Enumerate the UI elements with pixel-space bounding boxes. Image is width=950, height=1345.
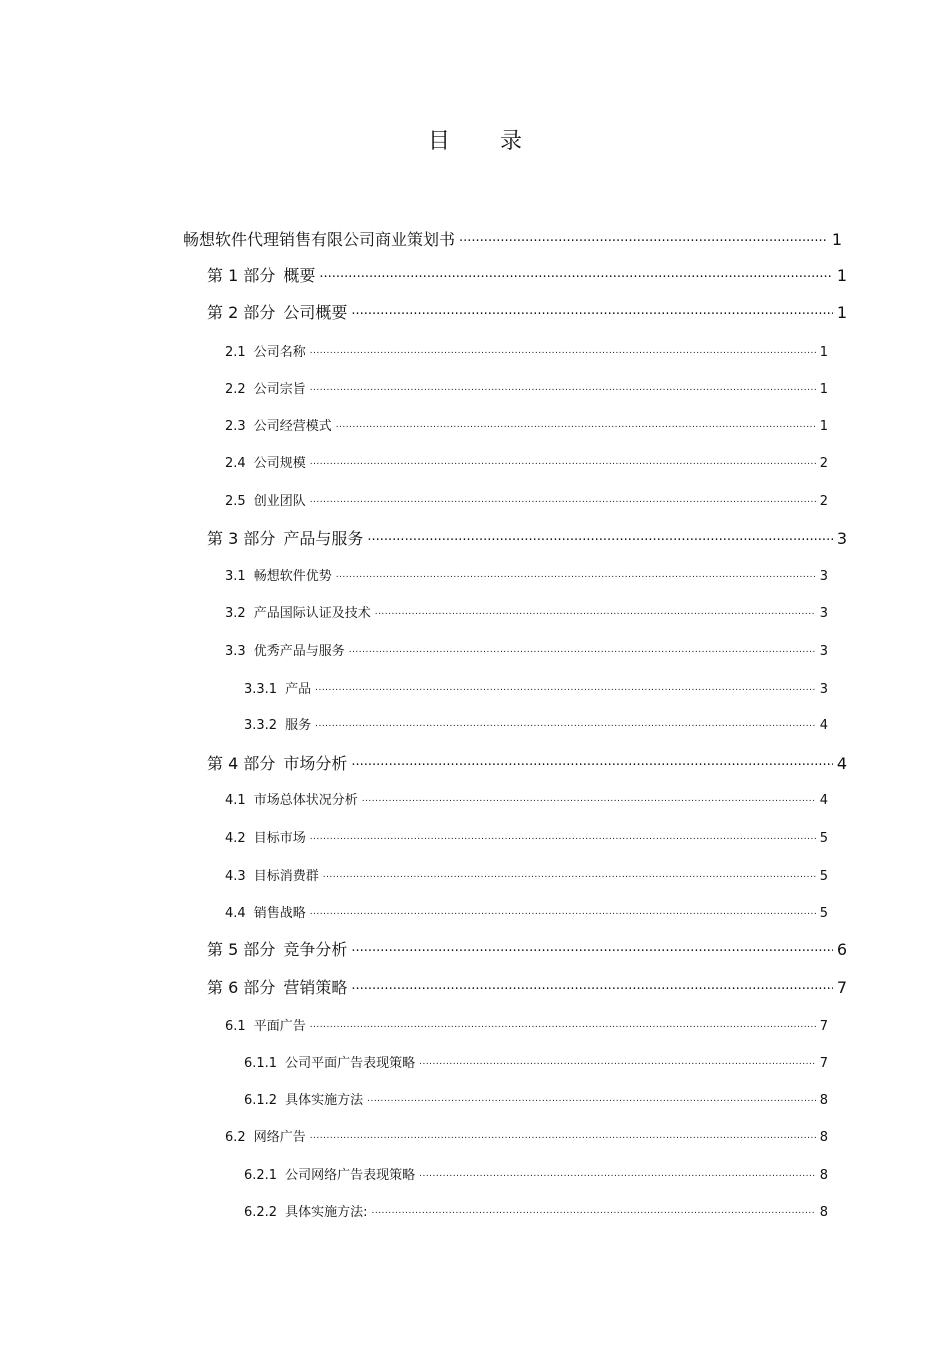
toc-entry-label: 销售战略 [253, 906, 306, 921]
toc-entry-leader-dots [459, 229, 828, 245]
toc-entry-number: 3.3.2 [244, 718, 278, 733]
toc-entry-page-number: 1 [819, 419, 828, 434]
toc-entry-number: 6.2.1 [244, 1168, 278, 1183]
toc-entry-label: 公司平面广告表现策略 [285, 1056, 416, 1071]
toc-entry-number: 6.1.1 [244, 1056, 278, 1071]
toc-entry-leader-dots [323, 867, 816, 880]
toc-entry-page-number: 8 [819, 1130, 828, 1145]
toc-entry-page-number: 3 [836, 529, 847, 548]
toc-entry-leader-dots [310, 454, 816, 467]
toc-entry-page-number: 4 [819, 718, 828, 733]
toc-entry[interactable] [225, 865, 828, 884]
toc-entry[interactable] [244, 678, 828, 697]
toc-entry-number: 6.2.2 [244, 1205, 278, 1220]
toc-entry-leader-dots [419, 1054, 816, 1067]
toc-entry-leader-dots [315, 680, 816, 693]
toc-entry-number: 3.3 [225, 644, 246, 659]
toc-entry[interactable] [207, 526, 847, 549]
toc-entry-number: 6.2 [225, 1130, 246, 1145]
toc-entry-leader-dots [310, 1017, 816, 1030]
toc-entry-leader-dots [310, 904, 816, 917]
toc-entry-label: 服务 [285, 718, 312, 733]
toc-entry[interactable] [225, 415, 828, 434]
toc-entry-page-number: 7 [819, 1056, 828, 1071]
toc-entry-leader-dots [310, 380, 816, 393]
toc-entry-page-number: 4 [836, 754, 847, 773]
toc-entry-number: 3.1 [225, 569, 246, 584]
toc-entry-page-number: 3 [819, 682, 828, 697]
toc-entry-label: 产品 [285, 682, 312, 697]
toc-entry-leader-dots [351, 753, 832, 769]
toc-entry-number: 2.4 [225, 456, 246, 471]
toc-entry-page-number: 3 [819, 569, 828, 584]
toc-entry-page-number: 1 [819, 382, 828, 397]
toc-entry-leader-dots [310, 343, 816, 356]
toc-entry[interactable] [244, 1164, 828, 1183]
toc-entry-number: 4.1 [225, 793, 246, 808]
toc-entry-label: 公司经营模式 [253, 419, 332, 434]
toc-entry-page-number: 5 [819, 906, 828, 921]
toc-entry-label: 畅想软件优势 [253, 569, 332, 584]
toc-title [0, 124, 950, 155]
toc-entry-leader-dots [375, 604, 816, 617]
toc-entry-label: 公司名称 [253, 345, 306, 360]
toc-entry[interactable] [244, 714, 828, 733]
toc-entry[interactable] [225, 602, 828, 621]
toc-entry-label: 目标市场 [253, 831, 306, 846]
toc-entry-number: 4.2 [225, 831, 246, 846]
toc-entry-page-number: 1 [819, 345, 828, 360]
toc-entry-number: 第 4 部分 [207, 754, 276, 773]
toc-entry-label: 市场分析 [283, 754, 348, 773]
toc-entry-page-number: 7 [836, 978, 847, 997]
toc-entry[interactable] [244, 1201, 828, 1220]
toc-entry-page-number: 6 [836, 940, 847, 959]
toc-entry-number: 6.1 [225, 1019, 246, 1034]
toc-entry[interactable] [225, 640, 828, 659]
toc-entry-number: 4.4 [225, 906, 246, 921]
toc-entry-label: 产品国际认证及技术 [253, 606, 371, 621]
toc-entry[interactable] [225, 565, 828, 584]
toc-entry-number: 2.1 [225, 345, 246, 360]
toc-entry-page-number: 1 [836, 266, 847, 285]
toc-entry-leader-dots [367, 1091, 816, 1104]
toc-entry-number: 第 2 部分 [207, 303, 276, 322]
toc-entry-page-number: 3 [819, 644, 828, 659]
toc-entry-page-number: 8 [819, 1093, 828, 1108]
toc-entry-number: 2.5 [225, 494, 246, 509]
toc-entry-page-number: 3 [819, 606, 828, 621]
toc-entry-page-number: 5 [819, 831, 828, 846]
toc-entry[interactable] [207, 263, 847, 286]
toc-entry[interactable] [225, 789, 828, 808]
toc-entry-label: 平面广告 [253, 1019, 306, 1034]
toc-entry-leader-dots [371, 1203, 815, 1216]
toc-entry[interactable] [225, 1126, 828, 1145]
toc-entry-leader-dots [362, 791, 816, 804]
toc-entry-page-number: 8 [819, 1205, 828, 1220]
toc-entry[interactable] [225, 1015, 828, 1034]
toc-entry-leader-dots [319, 265, 832, 281]
toc-entry[interactable] [225, 902, 828, 921]
toc-entry-page-number: 1 [831, 230, 842, 249]
toc-entry[interactable] [225, 490, 828, 509]
toc-entry-page-number: 7 [819, 1019, 828, 1034]
toc-entry[interactable] [244, 1089, 828, 1108]
toc-entry-label: 具体实施方法: [285, 1205, 368, 1220]
toc-entry-number: 4.3 [225, 869, 246, 884]
toc-entry-page-number: 2 [819, 456, 828, 471]
toc-entry[interactable] [207, 300, 847, 323]
toc-entry-leader-dots [336, 567, 816, 580]
toc-entry-page-number: 2 [819, 494, 828, 509]
toc-entry[interactable] [183, 227, 842, 250]
toc-entry[interactable] [225, 827, 828, 846]
toc-entry-leader-dots [367, 528, 832, 544]
toc-entry-label: 公司宗旨 [253, 382, 306, 397]
toc-entry-page-number: 5 [819, 869, 828, 884]
toc-entry-label: 产品与服务 [283, 529, 364, 548]
toc-title-char-1: 目 [427, 129, 450, 154]
toc-entry-number: 3.3.1 [244, 682, 278, 697]
toc-entry-leader-dots [351, 302, 832, 318]
toc-entry-leader-dots [419, 1166, 816, 1179]
toc-entry-label: 营销策略 [283, 978, 348, 997]
toc-entry-leader-dots [310, 829, 816, 842]
toc-entry[interactable] [207, 975, 847, 998]
toc-entry-number: 第 5 部分 [207, 940, 276, 959]
toc-entry-label: 公司概要 [283, 303, 348, 322]
toc-entry-label: 公司网络广告表现策略 [285, 1168, 416, 1183]
toc-entry-leader-dots [310, 1128, 816, 1141]
toc-entry[interactable] [225, 452, 828, 471]
toc-entry-leader-dots [315, 716, 816, 729]
toc-entry-label: 畅想软件代理销售有限公司商业策划书 [183, 230, 456, 249]
toc-entry-leader-dots [349, 642, 816, 655]
toc-entry[interactable] [225, 378, 828, 397]
toc-entry-number: 第 1 部分 [207, 266, 276, 285]
toc-entry-leader-dots [336, 417, 816, 430]
toc-entry-label: 市场总体状况分析 [253, 793, 358, 808]
toc-entry-page-number: 8 [819, 1168, 828, 1183]
toc-entry[interactable] [244, 1052, 828, 1071]
toc-entry-number: 第 3 部分 [207, 529, 276, 548]
toc-entry-label: 网络广告 [253, 1130, 306, 1145]
toc-entry[interactable] [207, 751, 847, 774]
toc-entry-number: 2.3 [225, 419, 246, 434]
toc-entry-number: 6.1.2 [244, 1093, 278, 1108]
toc-entry[interactable] [207, 937, 847, 960]
toc-entry-number: 第 6 部分 [207, 978, 276, 997]
toc-title-char-2: 录 [500, 129, 523, 154]
toc-entry-label: 竞争分析 [283, 940, 348, 959]
toc-entry-label: 概要 [283, 266, 316, 285]
toc-entry-label: 创业团队 [253, 494, 306, 509]
toc-entry-leader-dots [351, 977, 832, 993]
toc-entry-leader-dots [310, 492, 816, 505]
toc-entry-label: 公司规模 [253, 456, 306, 471]
toc-entry-label: 优秀产品与服务 [253, 644, 345, 659]
toc-entry[interactable] [225, 341, 828, 360]
toc-entry-number: 3.2 [225, 606, 246, 621]
toc-entry-leader-dots [351, 939, 832, 955]
toc-entry-label: 具体实施方法 [285, 1093, 364, 1108]
toc-entry-label: 目标消费群 [253, 869, 319, 884]
toc-entry-page-number: 1 [836, 303, 847, 322]
toc-entry-number: 2.2 [225, 382, 246, 397]
toc-entry-page-number: 4 [819, 793, 828, 808]
